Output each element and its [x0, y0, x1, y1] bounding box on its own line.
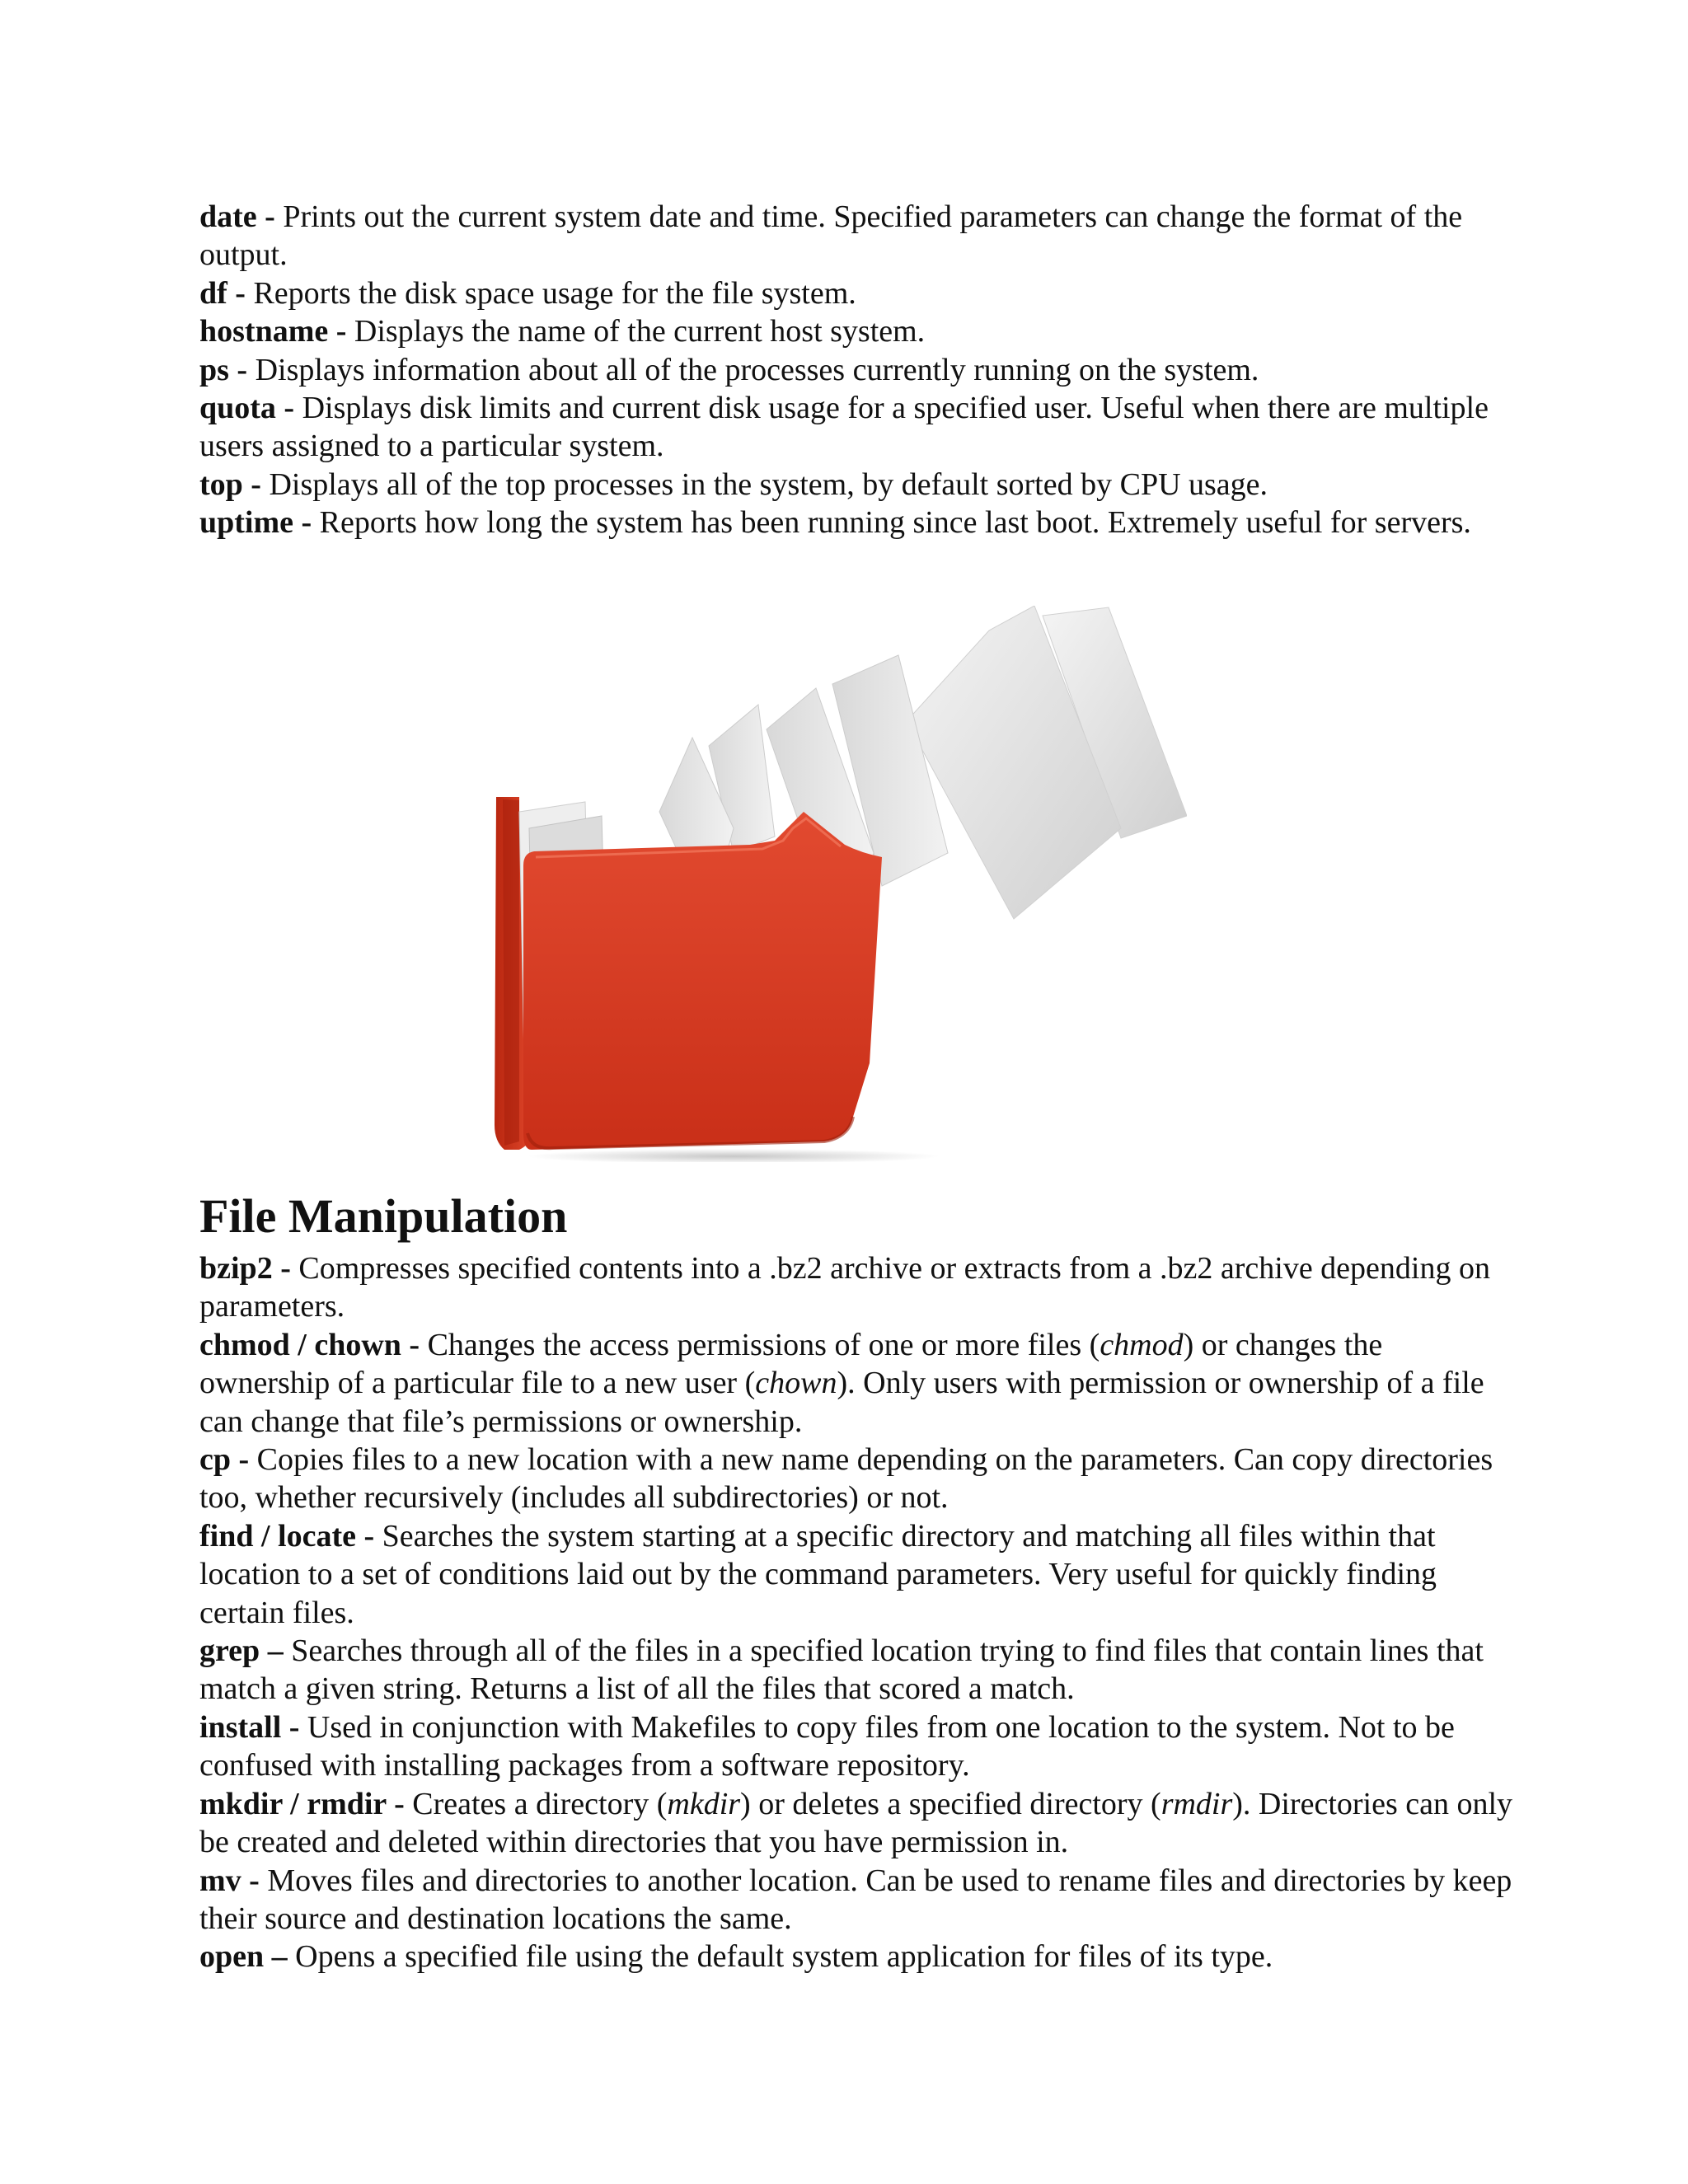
term-separator: -	[275, 391, 302, 426]
description-install: Used in conjunction with Makefiles to copy files from one location to the system. Not to be confused with installing packages from a software repository.	[199, 1709, 1455, 1783]
description-mv: Moves files and directories to another location. Can be used to rename files and directories by keep their source and destination locations the same.	[199, 1863, 1512, 1936]
description-ps: Displays information about all of the processes currently running on the system.	[255, 352, 1259, 387]
term-bzip2: bzip2	[199, 1251, 273, 1286]
description-chmod-part2: ) or changes the ownership of a particular file to a new user (	[199, 1327, 1383, 1401]
term-top: top	[199, 466, 243, 502]
term-hostname: hostname	[199, 314, 329, 349]
description-bzip2: Compresses specified contents into a .bz2 archive or extracts from a .bz2 archive depending on parameters.	[199, 1251, 1490, 1324]
file-manipulation-list	[199, 1249, 1518, 1976]
description-open: Opens a specified file using the default system application for files of its type.	[295, 1939, 1273, 1975]
term-separator: -	[328, 314, 354, 349]
description-chmod-part1: Changes the access permissions of one or more files (	[427, 1327, 1100, 1362]
entry-install	[199, 1708, 1518, 1785]
folder-spine	[503, 799, 519, 1146]
entry-bzip2	[199, 1249, 1518, 1326]
entry-date	[199, 198, 1518, 274]
term-date: date	[199, 199, 257, 234]
term-install: install	[199, 1709, 282, 1745]
entry-grep	[199, 1632, 1518, 1708]
term-separator: -	[241, 1863, 268, 1898]
folder-with-papers-icon	[486, 606, 1187, 1162]
italic-chown: chown	[755, 1366, 837, 1401]
entry-mkdir-rmdir	[199, 1785, 1518, 1862]
italic-mkdir: mkdir	[667, 1786, 741, 1821]
term-find-locate: find / locate	[199, 1518, 356, 1554]
description-mkdir-part1: Creates a directory (	[412, 1786, 668, 1821]
system-commands-list	[199, 198, 1518, 542]
term-separator: –	[260, 1633, 292, 1669]
entry-df	[199, 274, 1518, 312]
term-mv: mv	[199, 1863, 241, 1898]
italic-rmdir: rmdir	[1160, 1786, 1233, 1821]
term-separator: -	[231, 1442, 257, 1478]
description-uptime: Reports how long the system has been running since last boot. Extremely useful for servers.	[319, 505, 1471, 541]
description-top: Displays all of the top processes in the system, by default sorted by CPU usage.	[269, 466, 1268, 502]
entry-chmod-chown	[199, 1326, 1518, 1441]
folder-illustration	[486, 606, 1187, 1162]
description-chmod-part3: ). Only users with permission or ownership of a file can change that file’s permissions or ownership.	[199, 1366, 1484, 1439]
term-quota: quota	[199, 391, 276, 426]
term-mkdir-rmdir: mkdir / rmdir	[199, 1786, 387, 1821]
folder-front-panel	[523, 812, 882, 1150]
term-separator: -	[256, 199, 284, 234]
description-find-locate: Searches the system starting at a specific directory and matching all files within that location to a set of conditions laid out by the command parameters. Very useful for quickly finding certain files.	[199, 1518, 1437, 1630]
entry-uptime	[199, 504, 1518, 541]
term-uptime: uptime	[199, 505, 293, 541]
folder-shadow	[528, 1149, 940, 1162]
entry-quota	[199, 389, 1518, 466]
term-separator: –	[264, 1939, 296, 1975]
description-cp: Copies files to a new location with a new name depending on the parameters. Can copy directories too, whether recursively (includes all subdirectories) or not.	[199, 1442, 1493, 1516]
italic-chmod: chmod	[1100, 1327, 1184, 1362]
term-ps: ps	[199, 352, 229, 387]
entry-cp	[199, 1441, 1518, 1517]
description-mkdir-part2: ) or deletes a specified directory (	[740, 1786, 1161, 1821]
entry-hostname	[199, 312, 1518, 350]
term-open: open	[199, 1939, 265, 1975]
term-chmod-chown: chmod / chown	[199, 1327, 401, 1362]
term-separator: -	[401, 1327, 428, 1362]
term-separator: -	[272, 1251, 299, 1286]
term-separator: -	[228, 352, 256, 387]
entry-ps	[199, 351, 1518, 389]
term-separator: -	[227, 275, 254, 311]
term-separator: -	[242, 466, 270, 502]
entry-open	[199, 1938, 1518, 1975]
entry-top	[199, 466, 1518, 504]
description-df: Reports the disk space usage for the file system.	[253, 275, 856, 311]
term-df: df	[199, 275, 227, 311]
entry-find-locate	[199, 1517, 1518, 1632]
entry-mv	[199, 1862, 1518, 1938]
term-separator: -	[293, 505, 320, 541]
description-hostname: Displays the name of the current host system.	[354, 314, 926, 349]
description-grep: Searches through all of the files in a specified location trying to find files that contain lines that match a given string. Returns a list of all the files that scored a match.	[199, 1633, 1484, 1707]
term-separator: -	[386, 1786, 413, 1821]
term-separator: -	[355, 1518, 382, 1554]
description-mkdir-part3: ). Directories can only be created and deleted within directories that you have permission in.	[199, 1786, 1513, 1860]
section-heading: File Manipulation	[199, 1189, 568, 1243]
term-grep: grep	[199, 1633, 260, 1669]
term-cp: cp	[199, 1442, 231, 1478]
term-separator: -	[281, 1709, 307, 1745]
description-quota: Displays disk limits and current disk usage for a specified user. Useful when there are multiple users assigned to a particular system.	[199, 391, 1489, 464]
description-date: Prints out the current system date and time. Specified parameters can change the format of the output.	[199, 199, 1463, 273]
